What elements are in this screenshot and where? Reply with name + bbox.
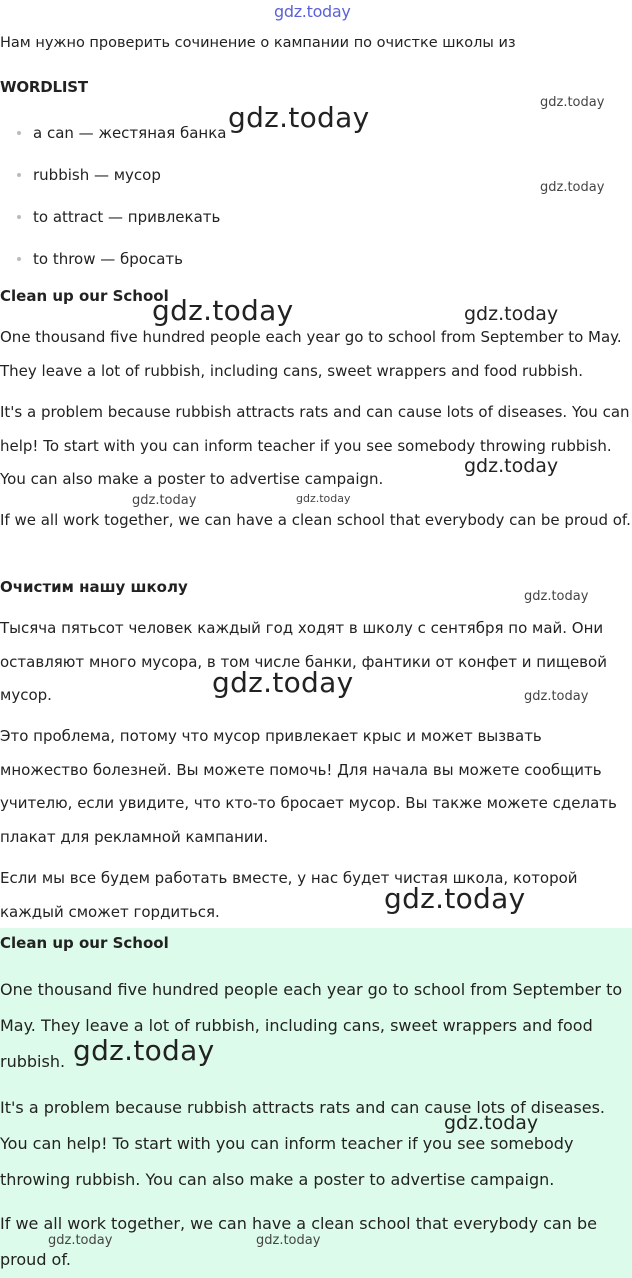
bullet-icon — [17, 131, 21, 135]
english-heading: Clean up our School — [0, 287, 169, 305]
english-paragraph: One thousand five hundred people each year go to school from September to May. They leave a lot of rubbish, including cans, sweet wrappers and food rubbish. — [0, 328, 622, 380]
answer-heading: Clean up our School — [0, 934, 169, 952]
watermark: gdz.today — [524, 589, 589, 604]
list-item: a can — жестяная банка — [0, 112, 226, 154]
watermark: gdz.today — [48, 1233, 113, 1248]
watermark: gdz.today — [152, 294, 294, 327]
answer-paragraph: It's a problem because rubbish attracts rats and can cause lots of diseases. You can help! To start with you can inform teacher if you see somebody throwing rubbish. You can also make a poster to advertise campaign. — [0, 1098, 605, 1189]
answer-box — [0, 928, 632, 1278]
wordlist — [0, 112, 226, 280]
watermark: gdz.today — [212, 666, 354, 699]
watermark: gdz.today — [524, 689, 589, 704]
bullet-icon — [17, 173, 21, 177]
site-logo[interactable]: gdz.today — [274, 2, 351, 21]
watermark: gdz.today — [444, 1112, 539, 1134]
answer-paragraph: One thousand five hundred people each year go to school from September to May. They leave a lot of rubbish, including cans, sweet wrappers and food rubbish. — [0, 980, 623, 1071]
russian-paragraph: Это проблема, потому что мусор привлекает крыс и может вызвать множество болезней. Вы можете помочь! Для начала вы можете сообщить учителю, если увидите, что кто-то бросает мусор. Вы также можете сделать плакат для рекламной кампании. — [0, 727, 617, 846]
english-paragraph: It's a problem because rubbish attracts rats and can cause lots of diseases. You can help! To start with you can inform teacher if you see somebody throwing rubbish. You can also make a poster to advertise campaign. — [0, 403, 630, 488]
list-item: to throw — бросать — [0, 238, 226, 280]
watermark: gdz.today — [540, 180, 605, 195]
russian-paragraph: Тысяча пятьсот человек каждый год ходят в школу с сентября по май. Они оставляют много мусора, в том числе банки, фантики от конфет и пищевой мусор. — [0, 619, 607, 704]
watermark: gdz.today — [464, 303, 559, 325]
bullet-icon — [17, 215, 21, 219]
wordlist-heading: WORDLIST — [0, 78, 88, 96]
list-item: to attract — привлекать — [0, 196, 226, 238]
watermark: gdz.today — [228, 101, 370, 134]
watermark: gdz.today — [540, 95, 605, 110]
bullet-icon — [17, 257, 21, 261]
list-item: rubbish — мусор — [0, 154, 226, 196]
russian-heading: Очистим нашу школу — [0, 578, 188, 596]
russian-paragraph: Если мы все будем работать вместе, у нас будет чистая школа, которой каждый сможет гордиться. — [0, 869, 578, 921]
intro-text: Нам нужно проверить сочинение о кампании по очистке школы из — [0, 35, 516, 51]
watermark: gdz.today — [132, 493, 197, 508]
watermark: gdz.today — [296, 492, 351, 505]
answer-paragraph: If we all work together, we can have a clean school that everybody can be proud of. — [0, 1214, 597, 1269]
watermark: gdz.today — [73, 1034, 215, 1067]
english-paragraph: If we all work together, we can have a clean school that everybody can be proud of. — [0, 511, 631, 529]
watermark: gdz.today — [384, 882, 526, 915]
watermark: gdz.today — [464, 455, 559, 477]
watermark: gdz.today — [256, 1233, 321, 1248]
